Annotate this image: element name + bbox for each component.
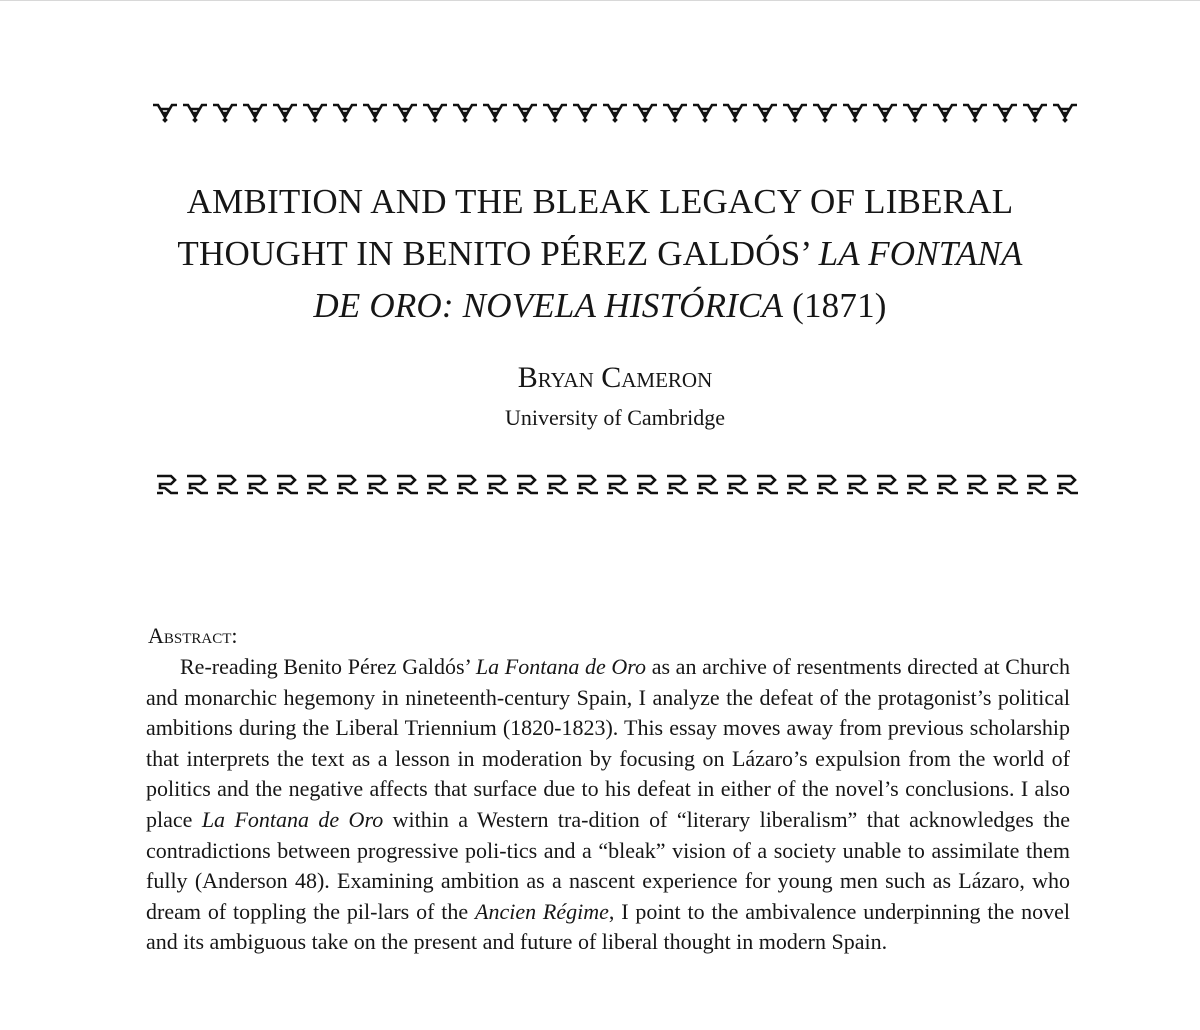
- fleuron-v-glyph: [1023, 105, 1047, 123]
- title-line-3-plain: (1871): [783, 286, 887, 325]
- fleuron-r-glyph: [307, 476, 328, 493]
- fleuron-r-glyph: [1027, 476, 1048, 493]
- title-line-1: AMBITION AND THE BLEAK LEGACY OF LIBERAL: [186, 182, 1014, 221]
- fleuron-v-glyph: [693, 105, 717, 123]
- fleuron-r-glyph: [937, 476, 958, 493]
- fleuron-r-glyph: [697, 476, 718, 493]
- fleuron-v-glyph: [723, 105, 747, 123]
- abstract-italic-term: Ancien Régime: [475, 898, 609, 924]
- fleuron-r-glyph: [877, 476, 898, 493]
- author-name: Bryan Cameron: [517, 361, 713, 394]
- fleuron-v-glyph: [513, 105, 537, 123]
- fleuron-r-glyph: [997, 476, 1018, 493]
- fleuron-v-glyph: [273, 105, 297, 123]
- fleuron-r-glyph: [367, 476, 388, 493]
- fleuron-v-glyph: [813, 105, 837, 123]
- title-line-3-italic: DE ORO: NOVELA HISTÓRICA: [313, 286, 784, 325]
- fleuron-r-glyph: [967, 476, 988, 493]
- fleuron-r-glyph: [187, 476, 208, 493]
- fleuron-r-glyph: [157, 476, 178, 493]
- fleuron-v-glyph: [903, 105, 927, 123]
- fleuron-v-glyph: [183, 105, 207, 123]
- fleuron-v-glyph: [1053, 105, 1077, 123]
- abstract-text-part: , I point to the ambivalence underpinning the novel and its ambiguous take on the present and future of liberal thought in modern Spain.: [146, 898, 1070, 955]
- fleuron-v-glyph: [213, 105, 237, 123]
- fleuron-r-glyph: [427, 476, 448, 493]
- fleuron-r-glyph: [547, 476, 568, 493]
- fleuron-r-glyph: [217, 476, 238, 493]
- fleuron-r-glyph: [847, 476, 868, 493]
- title-line-2-plain: THOUGHT IN BENITO PÉREZ GALDÓS’: [177, 234, 819, 273]
- title-line-2-italic: LA FONTANA: [818, 234, 1023, 273]
- fleuron-v-glyph: [633, 105, 657, 123]
- fleuron-v-glyph: [843, 105, 867, 123]
- fleuron-v-glyph: [363, 105, 387, 123]
- fleuron-r-glyph: [817, 476, 838, 493]
- fleuron-v-glyph: [603, 105, 627, 123]
- fleuron-r-glyph: [277, 476, 298, 493]
- fleuron-r-glyph: [757, 476, 778, 493]
- abstract-text-part: Re-reading Benito Pérez Galdós’: [180, 654, 476, 679]
- fleuron-v-glyph: [753, 105, 777, 123]
- abstract-heading: Abstract:: [148, 623, 238, 648]
- fleuron-v-glyph: [393, 105, 417, 123]
- fleuron-r-glyph: [457, 476, 478, 493]
- abstract-italic-work-title: La Fontana de Oro: [201, 806, 384, 832]
- abstract-italic-work-title: La Fontana de Oro: [475, 654, 647, 679]
- fleuron-r-glyph: [487, 476, 508, 493]
- abstract-text-part: within a Western tra-dition of “literary liberalism” that acknowledges the contradictions between progressive poli-tics and a “bleak” vision of a society unable to assimilate them fully (Anderson 48). Examining ambition as a nascent experience for young men such as Lázaro, who dream of toppling the pil-lars of the: [146, 806, 1071, 924]
- fleuron-v-glyph: [963, 105, 987, 123]
- abstract-text-part: as an archive of resentments directed at Church and monarchic hegemony in nineteenth-century Spain, I analyze the defeat of the protagonist’s political ambitions during the Liberal Triennium (1820-1823). This essay moves away from previous scholarship that interprets the text as a lesson in moderation by focusing on Lázaro’s expulsion from the world of politics and the negative affects that surface due to his defeat in either of the novel’s conclusions. I also place: [146, 654, 1070, 832]
- fleuron-v-glyph: [873, 105, 897, 123]
- page-edge-rule: [0, 0, 1200, 1]
- fleuron-v-glyph: [453, 105, 477, 123]
- fleuron-r-glyph: [397, 476, 418, 493]
- fleuron-r-glyph: [907, 476, 928, 493]
- fleuron-r-glyph: [727, 476, 748, 493]
- fleuron-v-glyph: [303, 105, 327, 123]
- article-title: [90, 176, 1110, 332]
- fleuron-v-glyph: [153, 105, 177, 123]
- fleuron-r-glyph: [637, 476, 658, 493]
- fleuron-v-glyph: [663, 105, 687, 123]
- fleuron-v-glyph: [243, 105, 267, 123]
- fleuron-v-glyph: [423, 105, 447, 123]
- fleuron-r-glyph: [1057, 476, 1078, 493]
- fleuron-r-glyph: [787, 476, 808, 493]
- fleuron-border-top-icon: [150, 100, 1080, 124]
- fleuron-r-glyph: [577, 476, 598, 493]
- abstract-text: [146, 652, 1070, 958]
- fleuron-r-glyph: [337, 476, 358, 493]
- author-affiliation: University of Cambridge: [505, 405, 725, 430]
- fleuron-r-glyph: [667, 476, 688, 493]
- fleuron-v-glyph: [333, 105, 357, 123]
- fleuron-v-glyph: [993, 105, 1017, 123]
- fleuron-r-glyph: [517, 476, 538, 493]
- fleuron-v-glyph: [933, 105, 957, 123]
- fleuron-v-glyph: [783, 105, 807, 123]
- fleuron-r-glyph: [247, 476, 268, 493]
- fleuron-v-glyph: [573, 105, 597, 123]
- fleuron-v-glyph: [543, 105, 567, 123]
- fleuron-v-glyph: [483, 105, 507, 123]
- fleuron-r-glyph: [607, 476, 628, 493]
- fleuron-border-bottom-icon: [150, 472, 1080, 496]
